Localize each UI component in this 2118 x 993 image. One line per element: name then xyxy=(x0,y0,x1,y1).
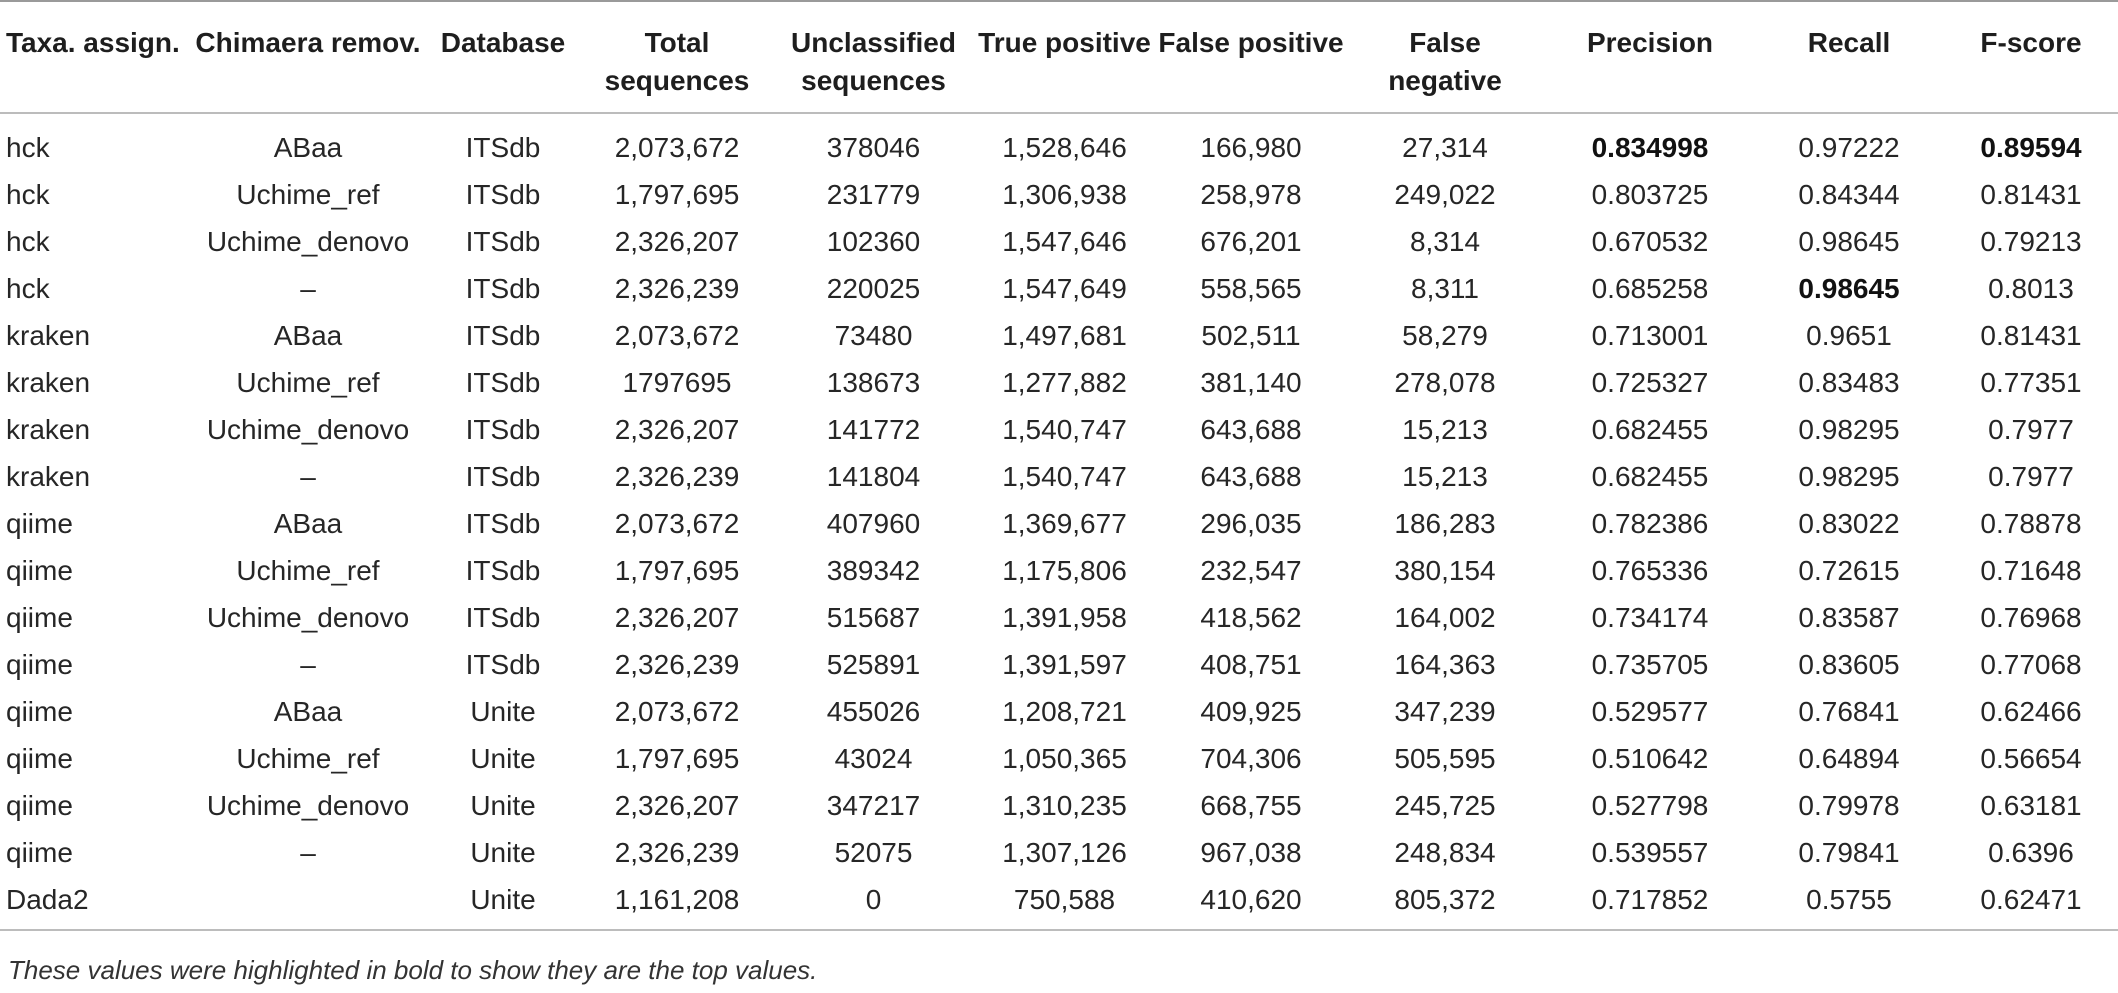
unclassified-sequences-cell: 141804 xyxy=(826,460,921,492)
false-negative-cell: 805,372 xyxy=(1344,876,1546,930)
false-negative-cell: 58,279 xyxy=(1402,319,1488,351)
precision-cell: 0.765336 xyxy=(1591,554,1709,586)
precision-cell: 0.510642 xyxy=(1591,742,1709,774)
true-positive-cell: 1,547,646 xyxy=(1002,225,1127,257)
database-cell: ITSdb xyxy=(465,131,541,163)
table-row xyxy=(0,453,2118,500)
database-cell: Unite xyxy=(470,742,536,774)
f-score-cell: 0.63181 xyxy=(1980,789,2082,821)
database-cell: ITSdb xyxy=(465,507,541,539)
unclassified-sequences-cell: 231779 xyxy=(826,178,921,210)
false-positive-cell: 704,306 xyxy=(1200,742,1302,774)
table-row xyxy=(0,312,2118,359)
false-positive-cell: 408,751 xyxy=(1200,648,1302,680)
table-row xyxy=(0,113,2118,171)
table-row xyxy=(0,218,2118,265)
recall-cell: 0.83605 xyxy=(1798,648,1900,680)
header-taxa-assign: Taxa. assign. xyxy=(0,1,188,113)
header-recall: Recall xyxy=(1754,1,1944,113)
true-positive-cell: 1,540,747 xyxy=(1002,413,1127,445)
total-sequences-cell: 2,326,239 xyxy=(614,272,740,304)
unclassified-sequences-cell: 73480 xyxy=(834,319,913,351)
precision-cell: 0.713001 xyxy=(1591,319,1709,351)
recall-cell: 0.83483 xyxy=(1798,366,1900,398)
false-positive-cell: 676,201 xyxy=(1200,225,1302,257)
total-sequences-cell: 1,161,208 xyxy=(578,876,776,930)
unclassified-sequences-cell: 515687 xyxy=(826,601,921,633)
taxa-assign-cell: kraken xyxy=(6,460,91,492)
chimaera-removal-cell: ABaa xyxy=(273,131,343,163)
unclassified-sequences-cell: 347217 xyxy=(826,789,921,821)
precision-cell: 0.539557 xyxy=(1591,836,1709,868)
chimaera-removal-cell: ABaa xyxy=(273,695,343,727)
unclassified-sequences-cell: 378046 xyxy=(826,131,921,163)
f-score-cell: 0.77068 xyxy=(1980,648,2082,680)
unclassified-sequences-cell: 220025 xyxy=(826,272,921,304)
chimaera-removal-cell: Uchime_ref xyxy=(236,742,380,774)
precision-cell: 0.685258 xyxy=(1591,272,1709,304)
false-negative-cell: 186,283 xyxy=(1394,507,1496,539)
total-sequences-cell: 2,073,672 xyxy=(614,695,740,727)
total-sequences-cell: 1797695 xyxy=(622,366,732,398)
total-sequences-cell: 1,797,695 xyxy=(614,178,740,210)
false-positive-cell: 232,547 xyxy=(1200,554,1302,586)
total-sequences-cell: 2,073,672 xyxy=(614,507,740,539)
chimaera-removal-cell: ABaa xyxy=(273,507,343,539)
recall-cell: 0.98645 xyxy=(1798,272,1900,304)
precision-cell: 0.682455 xyxy=(1591,460,1709,492)
false-negative-cell: 15,213 xyxy=(1402,413,1488,445)
recall-cell: 0.97222 xyxy=(1798,131,1900,163)
recall-cell: 0.76841 xyxy=(1798,695,1900,727)
f-score-cell: 0.62471 xyxy=(1944,876,2118,930)
recall-cell: 0.79841 xyxy=(1798,836,1900,868)
taxa-assign-cell: kraken xyxy=(6,413,91,445)
false-positive-cell: 668,755 xyxy=(1200,789,1302,821)
unclassified-sequences-cell: 102360 xyxy=(826,225,921,257)
table-row xyxy=(0,688,2118,735)
true-positive-cell: 1,310,235 xyxy=(1002,789,1127,821)
header-false-negative: False negative xyxy=(1344,1,1546,113)
false-positive-cell: 409,925 xyxy=(1200,695,1302,727)
unclassified-sequences-cell: 138673 xyxy=(826,366,921,398)
header-precision: Precision xyxy=(1546,1,1754,113)
taxa-assign-cell: qiime xyxy=(6,789,73,821)
false-positive-cell: 166,980 xyxy=(1200,131,1302,163)
unclassified-sequences-cell: 0 xyxy=(776,876,971,930)
f-score-cell: 0.7977 xyxy=(1988,413,2074,445)
f-score-cell: 0.79213 xyxy=(1980,225,2082,257)
false-negative-cell: 15,213 xyxy=(1402,460,1488,492)
chimaera-removal-cell: Uchime_denovo xyxy=(206,413,410,445)
taxa-assign-cell: qiime xyxy=(6,601,73,633)
chimaera-removal-cell: Uchime_denovo xyxy=(206,789,410,821)
database-cell: Unite xyxy=(428,876,578,930)
taxa-assign-cell: kraken xyxy=(6,366,91,398)
header-f-score: F-score xyxy=(1944,1,2118,113)
taxa-assign-cell: qiime xyxy=(6,507,73,539)
database-cell: ITSdb xyxy=(465,225,541,257)
table-row xyxy=(0,782,2118,829)
true-positive-cell: 1,369,677 xyxy=(1002,507,1127,539)
header-unclassified-sequences: Unclassified sequences xyxy=(776,1,971,113)
taxa-assign-cell: qiime xyxy=(6,695,73,727)
true-positive-cell: 1,175,806 xyxy=(1002,554,1127,586)
f-score-cell: 0.71648 xyxy=(1980,554,2082,586)
recall-cell: 0.72615 xyxy=(1798,554,1900,586)
unclassified-sequences-cell: 52075 xyxy=(834,836,913,868)
table-row xyxy=(0,594,2118,641)
table-footnote: These values were highlighted in bold to show they are the top values. xyxy=(8,955,818,985)
true-positive-cell: 1,307,126 xyxy=(1002,836,1127,868)
precision-cell: 0.527798 xyxy=(1591,789,1709,821)
precision-cell: 0.734174 xyxy=(1591,601,1709,633)
false-negative-cell: 164,363 xyxy=(1394,648,1496,680)
true-positive-cell: 1,306,938 xyxy=(1002,178,1127,210)
precision-cell: 0.529577 xyxy=(1591,695,1709,727)
f-score-cell: 0.78878 xyxy=(1980,507,2082,539)
chimaera-removal-cell: Uchime_ref xyxy=(236,178,380,210)
false-positive-cell: 967,038 xyxy=(1200,836,1302,868)
table-row xyxy=(0,265,2118,312)
false-negative-cell: 278,078 xyxy=(1394,366,1496,398)
header-chimaera-removal: Chimaera remov. xyxy=(188,1,428,113)
total-sequences-cell: 2,073,672 xyxy=(614,131,740,163)
chimaera-removal-cell: Uchime_ref xyxy=(236,366,380,398)
f-score-cell: 0.8013 xyxy=(1988,272,2074,304)
header-false-positive: False positive xyxy=(1158,1,1344,113)
table-row xyxy=(0,547,2118,594)
f-score-cell: 0.81431 xyxy=(1980,178,2082,210)
chimaera-removal-cell: Uchime_ref xyxy=(236,554,380,586)
false-positive-cell: 296,035 xyxy=(1200,507,1302,539)
recall-cell: 0.98645 xyxy=(1798,225,1900,257)
false-positive-cell: 502,511 xyxy=(1201,319,1301,351)
false-negative-cell: 380,154 xyxy=(1394,554,1496,586)
total-sequences-cell: 2,326,207 xyxy=(614,225,740,257)
precision-cell: 0.682455 xyxy=(1591,413,1709,445)
total-sequences-cell: 2,326,239 xyxy=(614,460,740,492)
chimaera-removal-cell: – xyxy=(300,836,316,868)
total-sequences-cell: 1,797,695 xyxy=(614,742,740,774)
chimaera-removal-cell: Uchime_denovo xyxy=(206,225,410,257)
unclassified-sequences-cell: 407960 xyxy=(826,507,921,539)
header-true-positive: True positive xyxy=(971,1,1158,113)
taxa-assign-cell: hck xyxy=(6,131,50,163)
chimaera-removal-cell: ABaa xyxy=(273,319,343,351)
true-positive-cell: 1,391,597 xyxy=(1002,648,1127,680)
false-positive-cell: 381,140 xyxy=(1200,366,1302,398)
table-body xyxy=(0,113,2118,930)
database-cell: ITSdb xyxy=(465,178,541,210)
false-positive-cell: 410,620 xyxy=(1158,876,1344,930)
precision-cell: 0.834998 xyxy=(1591,131,1709,163)
recall-cell: 0.98295 xyxy=(1798,413,1900,445)
false-negative-cell: 27,314 xyxy=(1402,131,1488,163)
database-cell: ITSdb xyxy=(465,319,541,351)
taxa-assign-cell: Dada2 xyxy=(0,876,188,930)
chimaera-removal-cell: – xyxy=(300,460,316,492)
table-row xyxy=(0,735,2118,782)
recall-cell: 0.83022 xyxy=(1798,507,1900,539)
total-sequences-cell: 1,797,695 xyxy=(614,554,740,586)
chimaera-removal-cell: – xyxy=(300,648,316,680)
precision-cell: 0.735705 xyxy=(1591,648,1709,680)
recall-cell: 0.5755 xyxy=(1754,876,1944,930)
table-row xyxy=(0,171,2118,218)
f-score-cell: 0.7977 xyxy=(1988,460,2074,492)
table-row xyxy=(0,641,2118,688)
false-positive-cell: 643,688 xyxy=(1200,413,1302,445)
unclassified-sequences-cell: 455026 xyxy=(826,695,921,727)
database-cell: ITSdb xyxy=(465,601,541,633)
true-positive-cell: 1,497,681 xyxy=(1002,319,1127,351)
chimaera-removal-cell: – xyxy=(300,272,316,304)
true-positive-cell: 1,547,649 xyxy=(1002,272,1127,304)
total-sequences-cell: 2,326,207 xyxy=(614,789,740,821)
table-row xyxy=(0,829,2118,876)
precision-cell: 0.803725 xyxy=(1591,178,1709,210)
taxa-assign-cell: kraken xyxy=(6,319,91,351)
table-row xyxy=(0,876,2118,930)
database-cell: ITSdb xyxy=(465,648,541,680)
header-database: Database xyxy=(428,1,578,113)
true-positive-cell: 1,540,747 xyxy=(1002,460,1127,492)
false-negative-cell: 8,314 xyxy=(1409,225,1481,257)
unclassified-sequences-cell: 141772 xyxy=(826,413,921,445)
total-sequences-cell: 2,073,672 xyxy=(614,319,740,351)
table-header xyxy=(0,1,2118,113)
precision-cell: 0.782386 xyxy=(1591,507,1709,539)
false-positive-cell: 643,688 xyxy=(1200,460,1302,492)
taxa-assign-cell: hck xyxy=(6,272,50,304)
recall-cell: 0.83587 xyxy=(1798,601,1900,633)
f-score-cell: 0.81431 xyxy=(1980,319,2082,351)
unclassified-sequences-cell: 389342 xyxy=(826,554,921,586)
precision-cell: 0.670532 xyxy=(1591,225,1709,257)
database-cell: Unite xyxy=(470,836,536,868)
recall-cell: 0.98295 xyxy=(1798,460,1900,492)
f-score-cell: 0.6396 xyxy=(1988,836,2074,868)
table-row xyxy=(0,359,2118,406)
table-row xyxy=(0,500,2118,547)
false-negative-cell: 249,022 xyxy=(1394,178,1496,210)
database-cell: ITSdb xyxy=(465,460,541,492)
false-negative-cell: 245,725 xyxy=(1394,789,1496,821)
header-row xyxy=(0,1,2118,113)
true-positive-cell: 1,050,365 xyxy=(1002,742,1127,774)
total-sequences-cell: 2,326,239 xyxy=(614,648,740,680)
f-score-cell: 0.56654 xyxy=(1980,742,2082,774)
recall-cell: 0.9651 xyxy=(1806,319,1892,351)
taxa-assign-cell: qiime xyxy=(6,836,73,868)
chimaera-removal-cell: Uchime_denovo xyxy=(206,601,410,633)
precision-cell: 0.717852 xyxy=(1546,876,1754,930)
false-negative-cell: 8,311 xyxy=(1411,272,1479,304)
recall-cell: 0.79978 xyxy=(1798,789,1900,821)
true-positive-cell: 1,208,721 xyxy=(1002,695,1127,727)
false-negative-cell: 347,239 xyxy=(1394,695,1496,727)
false-positive-cell: 558,565 xyxy=(1200,272,1302,304)
taxa-assign-cell: qiime xyxy=(6,648,73,680)
database-cell: ITSdb xyxy=(465,554,541,586)
taxa-assign-cell: hck xyxy=(6,225,50,257)
unclassified-sequences-cell: 525891 xyxy=(826,648,921,680)
total-sequences-cell: 2,326,207 xyxy=(614,413,740,445)
database-cell: Unite xyxy=(470,695,536,727)
f-score-cell: 0.62466 xyxy=(1980,695,2082,727)
f-score-cell: 0.89594 xyxy=(1980,131,2082,163)
false-positive-cell: 258,978 xyxy=(1200,178,1302,210)
f-score-cell: 0.76968 xyxy=(1980,601,2082,633)
false-negative-cell: 164,002 xyxy=(1394,601,1496,633)
taxa-assign-cell: qiime xyxy=(6,554,73,586)
table-row xyxy=(0,406,2118,453)
true-positive-cell: 750,588 xyxy=(971,876,1158,930)
recall-cell: 0.64894 xyxy=(1798,742,1900,774)
database-cell: ITSdb xyxy=(465,272,541,304)
true-positive-cell: 1,277,882 xyxy=(1002,366,1127,398)
total-sequences-cell: 2,326,239 xyxy=(614,836,740,868)
taxa-assign-cell: hck xyxy=(6,178,50,210)
f-score-cell: 0.77351 xyxy=(1980,366,2082,398)
database-cell: ITSdb xyxy=(465,413,541,445)
unclassified-sequences-cell: 43024 xyxy=(834,742,913,774)
database-cell: ITSdb xyxy=(465,366,541,398)
chimaera-removal-cell xyxy=(188,876,428,930)
false-negative-cell: 248,834 xyxy=(1394,836,1496,868)
true-positive-cell: 1,528,646 xyxy=(1002,131,1127,163)
precision-cell: 0.725327 xyxy=(1591,366,1709,398)
header-total-sequences: Total sequences xyxy=(578,1,776,113)
true-positive-cell: 1,391,958 xyxy=(1002,601,1127,633)
taxa-assign-cell: qiime xyxy=(6,742,73,774)
false-positive-cell: 418,562 xyxy=(1200,601,1302,633)
total-sequences-cell: 2,326,207 xyxy=(614,601,740,633)
recall-cell: 0.84344 xyxy=(1798,178,1900,210)
false-negative-cell: 505,595 xyxy=(1394,742,1496,774)
database-cell: Unite xyxy=(470,789,536,821)
